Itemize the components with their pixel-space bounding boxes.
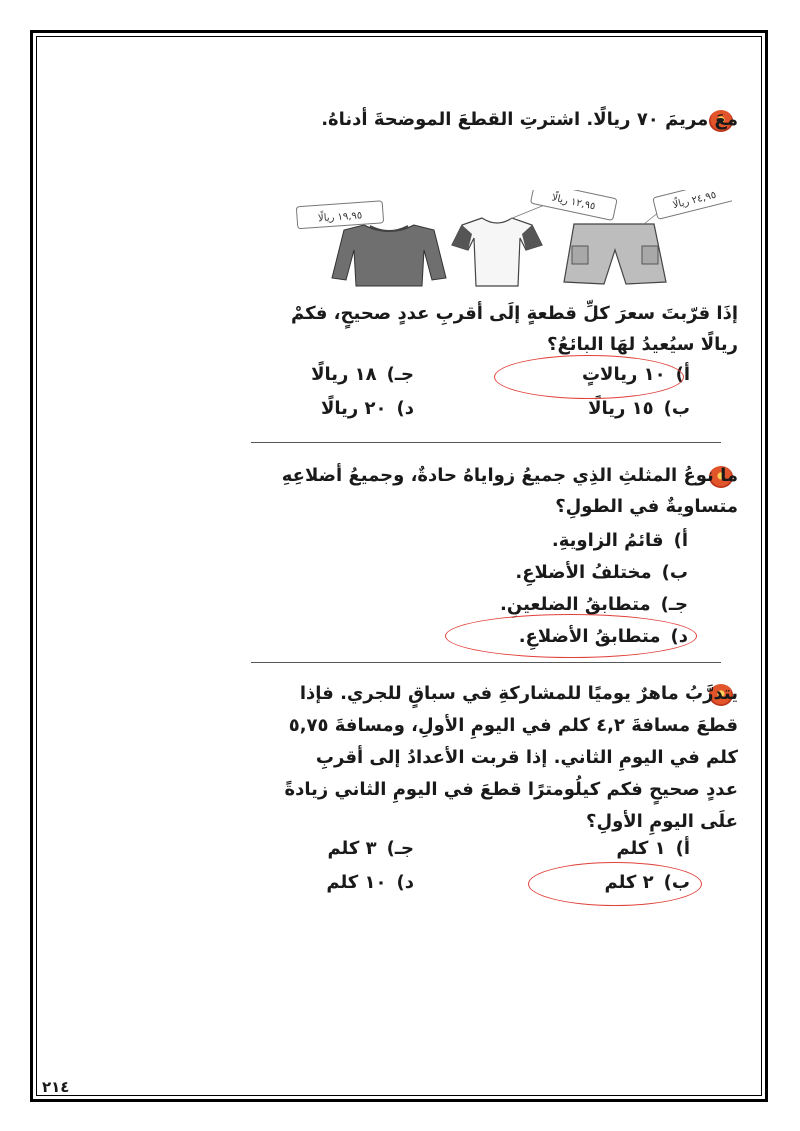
q2-option-c-letter: جـ) bbox=[660, 594, 688, 615]
price-tag-sweater: ١٩,٩٥ ريالًا bbox=[317, 210, 363, 225]
q3-option-c-letter: جـ) bbox=[386, 838, 414, 859]
question-1-prompt: إذَا قرّبتَ سعرَ كلِّ قطعةٍ إلَى أقربِ عددٍ صحيحٍ، فكمْ ريالًا سيُعيدُ لهَا البائعُ؟ bbox=[291, 303, 738, 355]
q1-option-a-letter: أ) bbox=[675, 364, 690, 385]
shorts-icon bbox=[564, 224, 666, 284]
price-tag-shorts: ٢٤,٩٥ ريالًا bbox=[671, 190, 718, 212]
q3-option-b-letter: ب) bbox=[663, 872, 690, 893]
tshirt-icon bbox=[452, 218, 542, 286]
q3-option-a[interactable] bbox=[616, 838, 690, 859]
q3-option-d[interactable] bbox=[326, 872, 414, 893]
q1-option-d-letter: د) bbox=[396, 398, 414, 419]
q3-option-d-letter: د) bbox=[396, 872, 414, 893]
q1-option-c-text: ١٨ ريالًا bbox=[311, 364, 377, 385]
q1-option-d-text: ٢٠ ريالًا bbox=[320, 398, 387, 419]
page-number: ٢١٤ bbox=[42, 1078, 70, 1096]
sweater-icon bbox=[332, 225, 446, 286]
q2-option-a-text: قائمُ الزاويةِ. bbox=[551, 530, 664, 551]
clothing-illustration bbox=[282, 190, 732, 290]
q1-option-b-letter: ب) bbox=[663, 398, 690, 419]
q3-option-a-text: ١ كلم bbox=[616, 838, 666, 859]
q2-option-a-letter: أ) bbox=[673, 530, 688, 551]
q1-option-d[interactable] bbox=[321, 398, 414, 419]
q2-option-c-text: متطابقُ الضلعينِ. bbox=[500, 594, 651, 615]
q3-option-b-text: ٢ كلم bbox=[604, 872, 654, 893]
q1-option-c[interactable] bbox=[311, 364, 414, 385]
q1-option-b-text: ١٥ ريالًا bbox=[588, 398, 654, 419]
q1-option-a-text: ١٠ ريالاتٍ bbox=[581, 364, 666, 385]
q2-option-a[interactable] bbox=[552, 530, 688, 551]
q3-option-c[interactable] bbox=[327, 838, 414, 859]
q3-option-c-text: ٣ كلم bbox=[327, 838, 377, 859]
q2-option-d-letter: د) bbox=[670, 626, 688, 647]
question-1-text: معَ مريمَ ٧٠ ريالًا. اشترتِ القطعَ الموضحةَ أدناهُ. bbox=[321, 109, 738, 130]
q2-option-b-letter: ب) bbox=[661, 562, 688, 583]
q1-option-c-letter: جـ) bbox=[386, 364, 414, 385]
divider-1 bbox=[251, 442, 721, 443]
q1-option-b[interactable] bbox=[588, 398, 690, 419]
q2-option-b[interactable] bbox=[515, 562, 688, 583]
answer-circle-q1 bbox=[494, 355, 684, 399]
question-3-text: يتدرَّبُ ماهرٌ يوميًا للمشاركةِ في سباقٍ للجري. فإذا قطعَ مسافةَ ٤,٢ كلم في اليومِ الأولِ، ومسافةَ ٥,٧٥ كلم في اليومِ الثاني. إذا قربت الأعدادُ إلى أقربِ عددٍ صحيحٍ فكم كيلُومترًا قطعَ في اليومِ الثاني زيادةً علَى اليومِ الأولِ؟ bbox=[284, 683, 738, 832]
question-2-text: ما نوعُ المثلثِ الذِي جميعُ زواياهُ حادةٌ، وجميعُ أضلاعِهِ متساويةٌ في الطولِ؟ bbox=[281, 465, 738, 517]
q2-option-b-text: مختلفُ الأضلاعِ. bbox=[515, 562, 652, 583]
answer-circle-q3 bbox=[528, 862, 702, 906]
q2-option-c[interactable] bbox=[500, 594, 688, 615]
q3-option-a-letter: أ) bbox=[675, 838, 690, 859]
q3-option-d-text: ١٠ كلم bbox=[326, 872, 387, 893]
divider-2 bbox=[251, 662, 721, 663]
answer-circle-q2 bbox=[445, 614, 697, 658]
q2-option-d-text: متطابقُ الأضلاعِ. bbox=[518, 626, 661, 647]
price-tag-tshirt: ١٢,٩٥ ريالًا bbox=[550, 192, 597, 213]
